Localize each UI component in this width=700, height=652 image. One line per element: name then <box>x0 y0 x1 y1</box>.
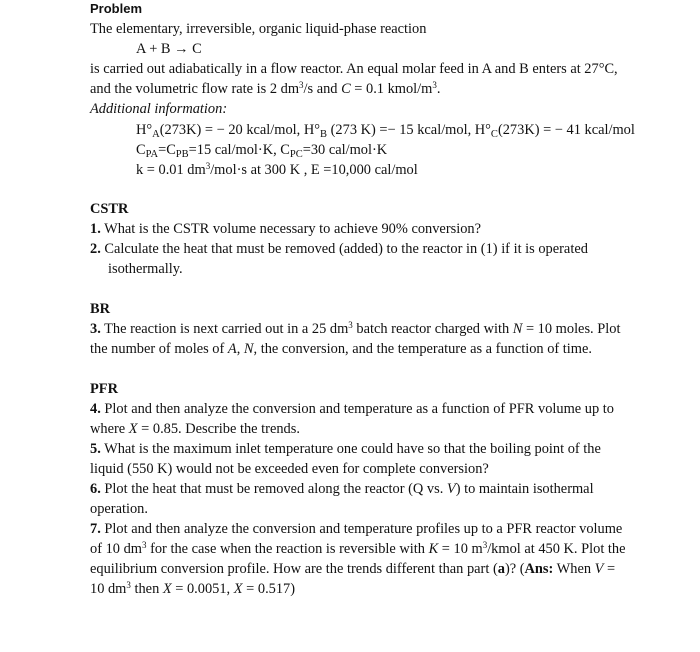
cstr-question-1: 1. What is the CSTR volume necessary to achieve 90% conversion? <box>90 221 481 237</box>
reaction-arrow-icon: → <box>174 41 189 57</box>
br-question-3: 3. The reaction is next carried out in a 25 $dm^3$ batch reactor charged with N = 10 moles. Plot <box>90 320 621 337</box>
problem-conditions-line: is carried out adiabatically in a flow reactor. An equal molar feed in A and B enters at 27°C, <box>90 61 618 77</box>
pfr-question-5-cont: liquid (550 K) would not be exceeded even for complete conversion? <box>90 461 489 477</box>
pfr-question-4-cont: where X = 0.85. Describe the trends. <box>90 421 300 437</box>
pfr-question-6: 6. Plot the heat that must be removed along the reactor (Q vs. V) to maintain isothermal <box>90 481 594 497</box>
additional-info-label: Additional information: <box>90 101 228 117</box>
pfr-question-4: 4. Plot and then analyze the conversion and temperature as a function of PFR volume up to <box>90 401 614 417</box>
cstr-question-2-cont: isothermally. <box>108 261 183 277</box>
pfr-question-7-line2: of 10 $dm^3$ for the case when the reaction is reversible with K = 10 $m^3$/kmol at 450 K. Plot the <box>90 540 626 557</box>
pfr-question-7-line3: equilibrium conversion profile. How are the trends different than part (a)? (Ans: When V = <box>90 561 616 577</box>
rate-constant-line: k = 0.01 $dm^3/mol\cdot s$ at 300 K , E =10,000 cal/mol <box>136 161 418 178</box>
problem-flow-line: and the volumetric flow rate is 2 $dm^3/s$ and C = 0.1 kmol/$m^3$. <box>90 80 441 97</box>
cstr-question-2: 2. Calculate the heat that must be removed (added) to the reactor in (1) if it is operated <box>90 241 588 257</box>
pfr-question-7: 7. Plot and then analyze the conversion and temperature profiles up to a PFR reactor volume <box>90 521 623 537</box>
reaction-equation: A + B → C <box>136 41 202 57</box>
pfr-question-5: 5. What is the maximum inlet temperature one could have so that the boiling point of the <box>90 441 601 457</box>
br-heading: BR <box>90 301 110 317</box>
pfr-question-6-cont: operation. <box>90 501 148 517</box>
cstr-heading: CSTR <box>90 201 129 217</box>
heat-capacity-line: $C_{PA}=C_{PB}=15$ cal/mol·K, $C_{PC}=30$ cal/mol·K <box>136 142 388 160</box>
br-question-3-cont: the number of moles of A, N, the conversion, and the temperature as a function of time. <box>90 341 592 357</box>
enthalpy-line: $H^\circ_A(273K)$ = − 20 kcal/mol, $H^\circ_B$ (273 K) =− 15 kcal/mol, $H^\circ_C(273K)$ = − 41 kcal/mol <box>136 122 635 140</box>
problem-heading: Problem <box>90 1 143 16</box>
problem-intro-line: The elementary, irreversible, organic liquid-phase reaction <box>90 21 427 37</box>
pfr-heading: PFR <box>90 381 118 397</box>
pfr-question-7-line4: 10 $dm^3$ then X = 0.0051, X = 0.517) <box>90 580 296 597</box>
